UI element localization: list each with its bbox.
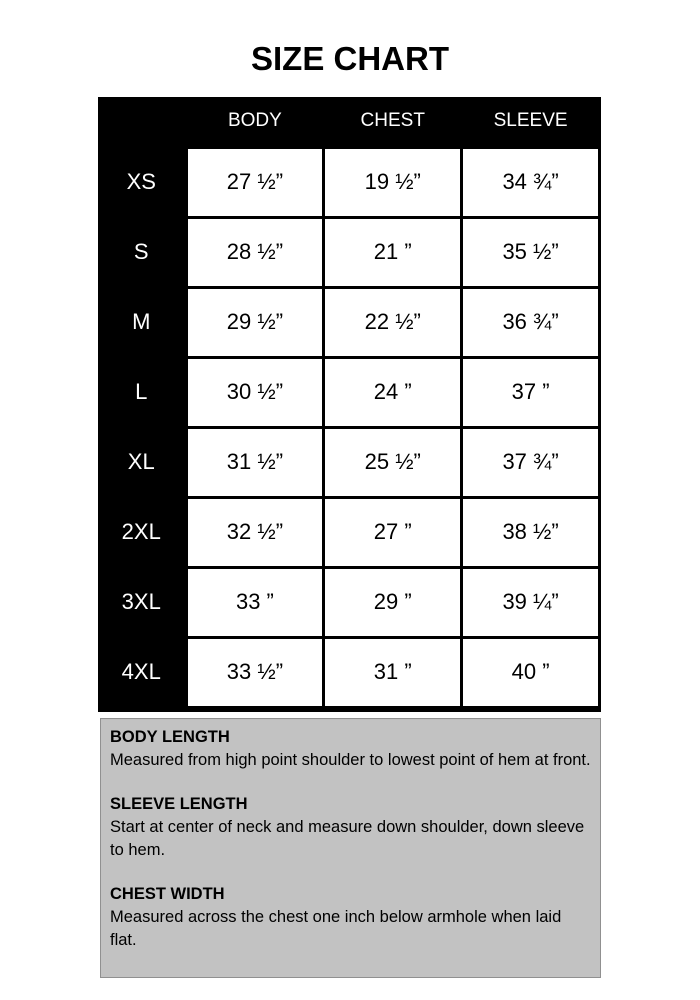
page-title: SIZE CHART (251, 40, 449, 77)
size-label: 3XL (98, 567, 186, 637)
note-heading: SLEEVE LENGTH (110, 795, 248, 813)
measurement-note (110, 793, 591, 862)
measurement-cell-chest: 25 ½” (324, 427, 462, 497)
measurement-cell-body: 27 ½” (186, 147, 324, 217)
measurement-cell-body: 29 ½” (186, 287, 324, 357)
table-row (98, 567, 600, 637)
size-label: XL (98, 427, 186, 497)
measurement-cell-body: 28 ½” (186, 217, 324, 287)
table-row (98, 147, 600, 217)
measurement-cell-sleeve: 37 ¾” (462, 427, 600, 497)
note-text: Measured across the chest one inch below armhole when laid flat. (110, 908, 562, 949)
measurement-cell-chest: 27 ” (324, 497, 462, 567)
table-row (98, 497, 600, 567)
measurement-note (110, 883, 591, 952)
corner-cell (98, 97, 186, 147)
measurement-cell-sleeve: 37 ” (462, 357, 600, 427)
column-header-sleeve: SLEEVE (462, 97, 600, 147)
measurement-note (110, 726, 591, 772)
table-row (98, 357, 600, 427)
measurement-cell-chest: 29 ” (324, 567, 462, 637)
measurement-notes-box (100, 718, 601, 978)
measurement-cell-body: 33 ” (186, 567, 324, 637)
measurement-cell-sleeve: 40 ” (462, 637, 600, 707)
size-label: XS (98, 147, 186, 217)
measurement-cell-sleeve: 36 ¾” (462, 287, 600, 357)
measurement-cell-chest: 24 ” (324, 357, 462, 427)
size-table-body (98, 147, 600, 707)
measurement-cell-chest: 31 ” (324, 637, 462, 707)
size-chart-table (98, 97, 601, 712)
note-text: Measured from high point shoulder to lowest point of hem at front. (110, 751, 591, 769)
note-text: Start at center of neck and measure down shoulder, down sleeve to hem. (110, 818, 585, 859)
table-row (98, 637, 600, 707)
size-label: 4XL (98, 637, 186, 707)
table-row (98, 427, 600, 497)
measurement-cell-sleeve: 39 ¼” (462, 567, 600, 637)
size-label: 2XL (98, 497, 186, 567)
measurement-cell-body: 33 ½” (186, 637, 324, 707)
column-header-chest: CHEST (324, 97, 462, 147)
measurement-cell-body: 30 ½” (186, 357, 324, 427)
size-label: S (98, 217, 186, 287)
header-row (98, 97, 600, 147)
measurement-cell-sleeve: 35 ½” (462, 217, 600, 287)
size-label: L (98, 357, 186, 427)
measurement-cell-chest: 19 ½” (324, 147, 462, 217)
measurement-cell-sleeve: 34 ¾” (462, 147, 600, 217)
note-heading: CHEST WIDTH (110, 885, 225, 903)
measurement-cell-body: 31 ½” (186, 427, 324, 497)
size-label: M (98, 287, 186, 357)
size-table (98, 97, 601, 709)
column-header-body: BODY (186, 97, 324, 147)
measurement-cell-body: 32 ½” (186, 497, 324, 567)
note-heading: BODY LENGTH (110, 728, 230, 746)
measurement-cell-chest: 21 ” (324, 217, 462, 287)
table-row (98, 217, 600, 287)
measurement-cell-chest: 22 ½” (324, 287, 462, 357)
measurement-cell-sleeve: 38 ½” (462, 497, 600, 567)
table-row (98, 287, 600, 357)
